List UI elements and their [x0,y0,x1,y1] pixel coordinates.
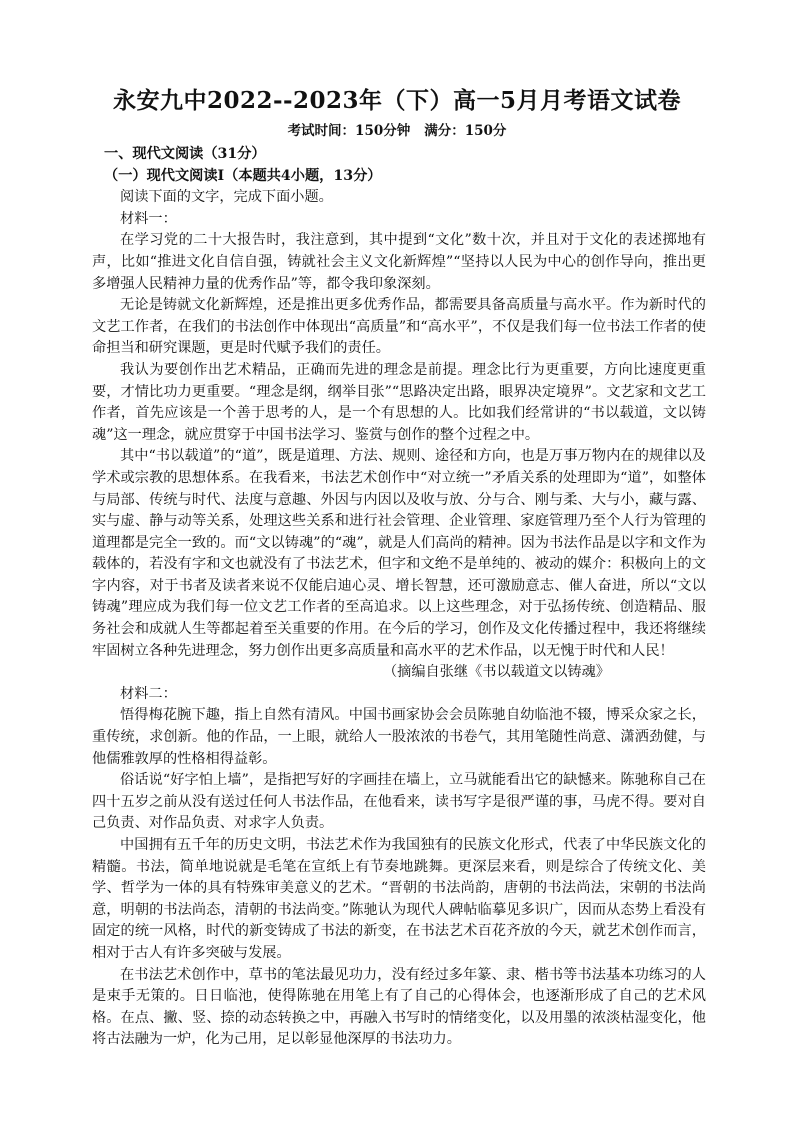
material-one-label: 材料一： [120,210,177,227]
material-one-paragraph: 无论是铸就文化新辉煌，还是推出更多优秀作品，都需要具备高质量与高水平。作为新时代的文艺工作者，在我们的书法创作中体现出“高质量”和“高水平”，不仅是我们每一位书法工作者的使命担当和研究课题，更是时代赋予我们的责任。 [92,297,706,357]
reading-content [92,144,706,1051]
material-one-source: （摘编自张继《书以载道文以铸魂》 [382,664,610,681]
material-two-paragraph: 在书法艺术创作中，草书的笔法最见功力，没有经过多年篆、隶、楷书等书法基本功练习的人是束手无策的。日日临池，使得陈驰在用笔上有了自己的心得体会，也逐渐形成了自己的艺术风格。在点、撇、竖、捺的动态转换之中，再融入书写时的情绪变化，以及用墨的浓淡枯湿变化，他将古法融为一炉，化为己用，足以彰显他深厚的书法功力。 [92,966,706,1048]
material-two-label: 材料二： [120,685,177,702]
material-two-paragraph: 中国拥有五千年的历史文明，书法艺术作为我国独有的民族文化形式，代表了中华民族文化的精髓。书法，简单地说就是毛笔在宣纸上有节奏地跳舞。更深层来看，则是综合了传统文化、美学、哲学为一体的具有特殊审美意义的艺术。“晋朝的书法尚韵，唐朝的书法尚法，宋朝的书法尚意，明朝的书法尚态，清朝的书法尚变。”陈驰认为现代人碑帖临摹见多识广，因而从态势上看没有固定的统一风格，时代的新变铸成了书法的新变，在书法艺术百花齐放的今天，就艺术创作而言，相对于古人有许多突破与发展。 [92,837,706,961]
exam-time: 考试时间：150分钟 [287,123,411,139]
reading-instruction: 阅读下面的文字，完成下面小题。 [120,189,333,206]
exam-title: 永安九中2022--2023年（下）高一5月月考语文试卷 [112,87,682,114]
material-two-paragraph: 俗话说“好字怕上墙”，是指把写好的字画挂在墙上，立马就能看出它的缺憾来。陈驰称自己在四十五岁之前从没有送过任何人书法作品，在他看来，读书写字是很严谨的事，马虎不得。要对自己负责、对作品负责、对求字人负责。 [92,772,706,832]
exam-info [0,121,794,141]
exam-score: 满分：150分 [424,123,507,139]
section-subheading: （一）现代文阅读Ⅰ（本题共4小题，13分） [104,167,382,184]
material-one-paragraph: 其中“书以载道”的“道”，既是道理、方法、规则、途径和方向，也是万事万物内在的规律以及学术或宗教的思想体系。在我看来，书法艺术创作中“对立统一”矛盾关系的处理即为“道”，如整体与局部、传统与时代、法度与意趣、外因与内因以及收与放、分与合、刚与柔、大与小，藏与露、实与虚、静与动等关系，处理这些关系和进行社会管理、企业管理、家庭管理乃至个人行为管理的道理都是完全一致的。而“文以铸魂”的“魂”，就是人们高尚的精神。因为书法作品是以字和文作为载体的，若没有字和文也就没有了书法艺术，但字和文绝不是单纯的、被动的媒介：积极向上的文字内容，对于书者及读者来说不仅能启迪心灵、增长智慧，还可激励意志、催人奋进，所以“文以铸魂”理应成为我们每一位文艺工作者的至高追求。以上这些理念，对于弘扬传统、创造精品、服务社会和成就人生等都起着至关重要的作用。在今后的学习，创作及文化传播过程中，我还将继续牢固树立各种先进理念，努力创作出更多高质量和高水平的艺术作品，以无愧于时代和人民！ [92,448,706,659]
material-two-paragraph: 悟得梅花腕下趣，指上自然有清风。中国书画家协会会员陈驰自幼临池不辍，博采众家之长，重传统，求创新。他的作品，一上眼，就给人一股浓浓的书卷气，其用笔随性尚意、潇洒劲健，与他儒雅敦厚的性格相得益彰。 [92,707,706,767]
material-one-paragraph: 在学习党的二十大报告时，我注意到，其中提到“文化”数十次，并且对于文化的表述掷地有声，比如“推进文化自信自强，铸就社会主义文化新辉煌”“坚持以人民为中心的创作导向，推出更多增强人民精神力量的优秀作品”等，都令我印象深刻。 [92,232,706,292]
material-one-paragraph: 我认为要创作出艺术精品，正确而先进的理念是前提。理念比行为更重要，方向比速度更重要，才情比功力更重要。“理念是纲，纲举目张”“思路决定出路，眼界决定境界”。文艺家和文艺工作者，首先应该是一个善于思考的人，是一个有思想的人。比如我们经常讲的“书以载道，文以铸魂”这一理念，就应贯穿于中国书法学习、鉴赏与创作的整个过程之中。 [92,361,706,443]
section-heading: 一、现代文阅读（31分） [104,146,266,162]
